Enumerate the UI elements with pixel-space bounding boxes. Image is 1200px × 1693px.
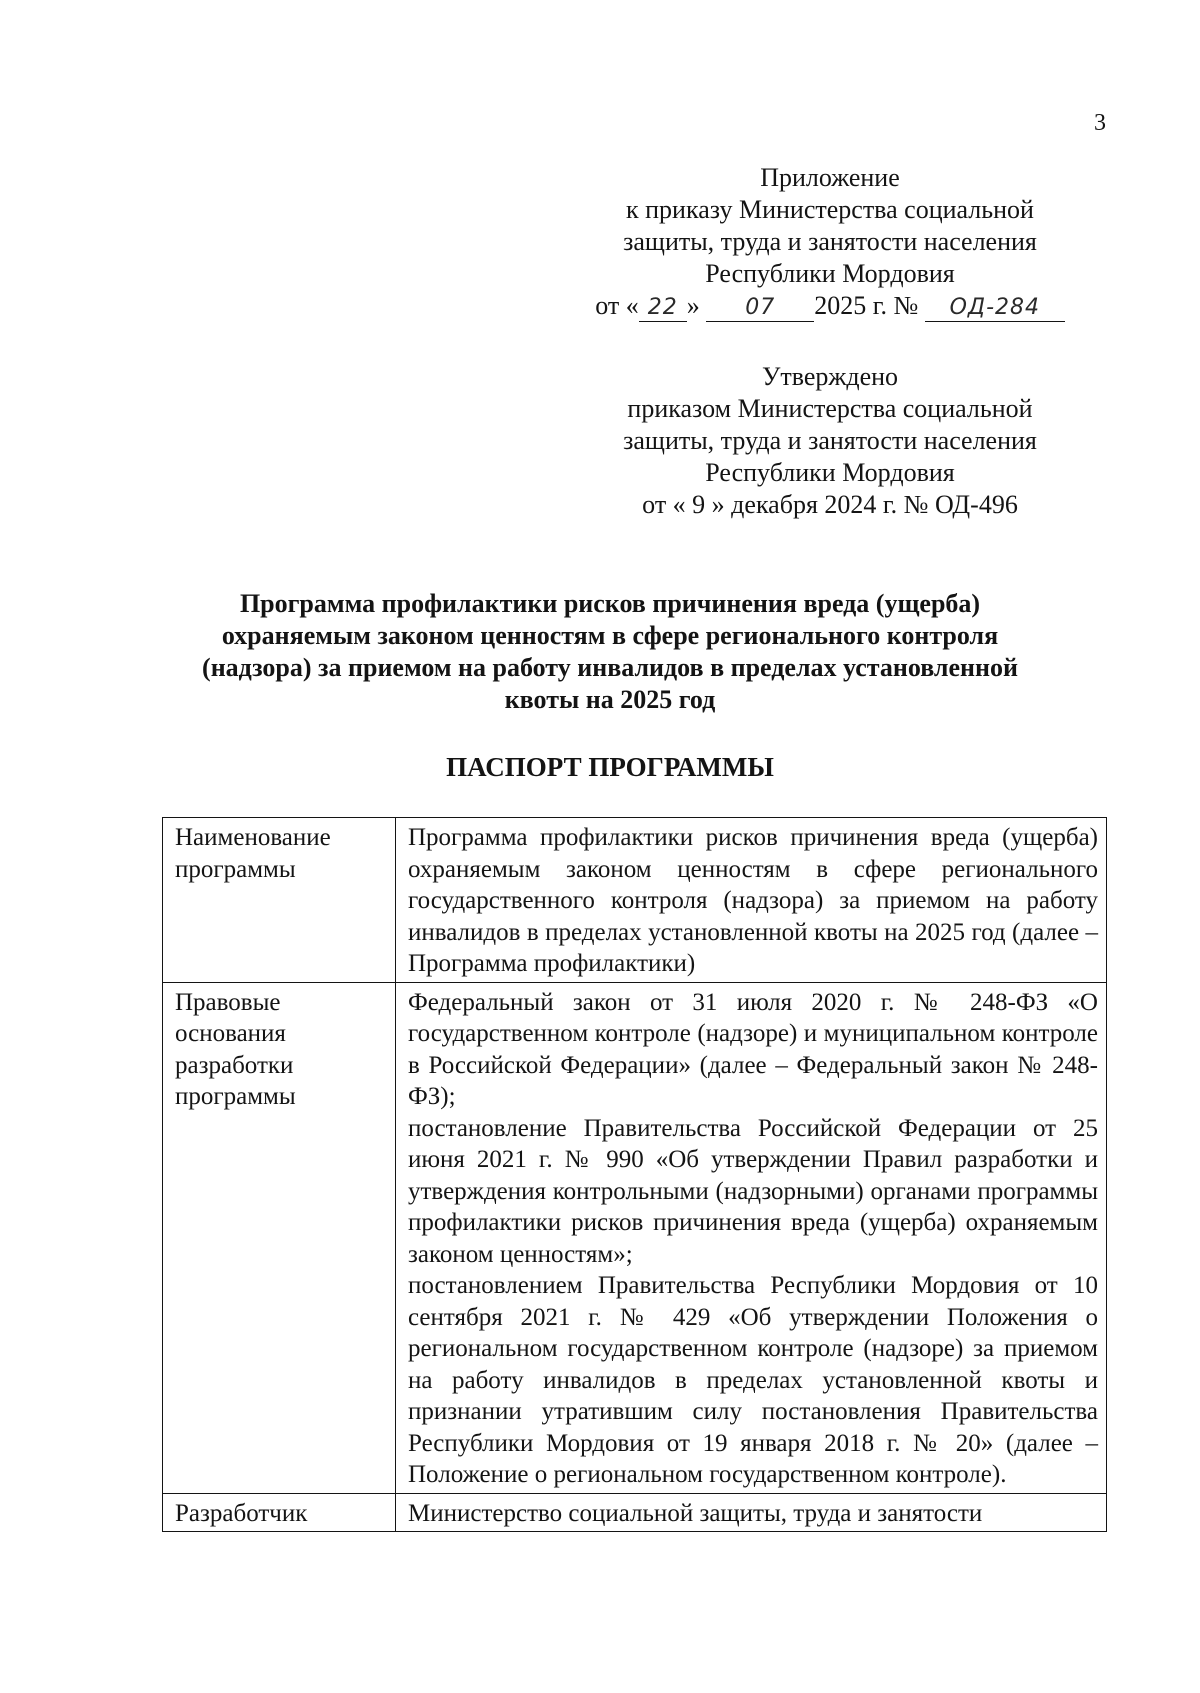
- appendix-line: Приложение: [760, 163, 900, 192]
- table-row: [163, 982, 1107, 1493]
- row-value: [396, 818, 1107, 983]
- appendix-line: Республики Мордовия: [705, 259, 955, 288]
- page-number: 3: [1094, 110, 1106, 136]
- table-row: [163, 818, 1107, 983]
- handwritten-order-number: ОД-284: [925, 295, 1065, 322]
- row-paragraph: Министерство социальной защиты, труда и занятости: [408, 1499, 983, 1527]
- row-paragraph: Федеральный закон от 31 июля 2020 г. № 248-ФЗ «О государственном контроле (надзоре) и муниципальном контроле в Российской Федерации» (далее – Федеральный закон № 248-ФЗ);: [408, 988, 1098, 1110]
- approved-line: защиты, труда и занятости населения: [623, 426, 1037, 455]
- row-paragraph: постановление Правительства Российской Федерации от 25 июня 2021 г. № 990 «Об утверждении Правил разработки и утверждения контрольными (надзорными) органами программы профилактики рисков причинения вреда (ущерба) охраняемым законом ценностям»;: [408, 1114, 1098, 1268]
- program-title-line: Программа профилактики рисков причинения вреда (ущерба): [239, 589, 981, 618]
- appendix-block: [590, 162, 1070, 322]
- row-label-line: Правовые: [175, 988, 281, 1016]
- row-label: [163, 1493, 396, 1532]
- appendix-line: к приказу Министерства социальной: [626, 195, 1034, 224]
- row-label-line: Наименование: [175, 824, 331, 851]
- appendix-line: защиты, труда и занятости населения: [623, 227, 1037, 256]
- passport-heading: ПАСПОРТ ПРОГРАММЫ: [446, 752, 774, 782]
- approved-line: от « 9 » декабря 2024 г. № ОД-496: [642, 490, 1018, 519]
- date-prefix: от «: [595, 291, 639, 320]
- program-title: [150, 588, 1070, 716]
- handwritten-month: 07: [706, 295, 814, 322]
- passport-table: [162, 817, 1107, 1532]
- row-value: [396, 982, 1107, 1493]
- appendix-date-line: [590, 290, 1070, 322]
- handwritten-day: 22: [639, 295, 687, 322]
- row-label-line: основания: [175, 1020, 286, 1047]
- row-label-line: программы: [175, 1083, 296, 1110]
- row-value: [396, 1493, 1107, 1532]
- row-label-line: Разработчик: [175, 1499, 308, 1527]
- approved-line: Утверждено: [761, 362, 899, 391]
- approved-line: Республики Мордовия: [705, 458, 955, 487]
- approved-block: [590, 361, 1070, 521]
- program-title-line: квоты на 2025 год: [504, 685, 716, 714]
- row-label-line: разработки: [175, 1051, 294, 1079]
- row-label: [163, 982, 396, 1493]
- row-label: [163, 818, 396, 983]
- date-year: 2025 г. №: [814, 291, 919, 320]
- date-day-close: »: [686, 291, 700, 320]
- program-title-line: охраняемым законом ценностям в сфере регионального контроля: [221, 621, 999, 650]
- approved-line: приказом Министерства социальной: [627, 394, 1033, 423]
- row-paragraph: постановлением Правительства Республики Мордовия от 10 сентября 2021 г. № 429 «Об утверждении Положения о региональном государственном контроле (надзоре) за приемом на работу инвалидов в пределах установленной квоты и признании утратившим силу постановления Правительства Республики Мордовия от 19 января 2018 г. № 20» (далее – Положение о региональном государственном контроле).: [408, 1272, 1098, 1488]
- program-title-line: (надзора) за приемом на работу инвалидов в пределах установленной: [202, 653, 1018, 682]
- row-paragraph: Программа профилактики рисков причинения вреда (ущерба) охраняемым законом ценностям в сфере регионального государственного контроля (надзора) за приемом на работу инвалидов в пределах установленной квоты на 2025 год (далее – Программа профилактики): [408, 824, 1098, 977]
- table-row: [163, 1493, 1107, 1532]
- row-label-line: программы: [175, 855, 296, 883]
